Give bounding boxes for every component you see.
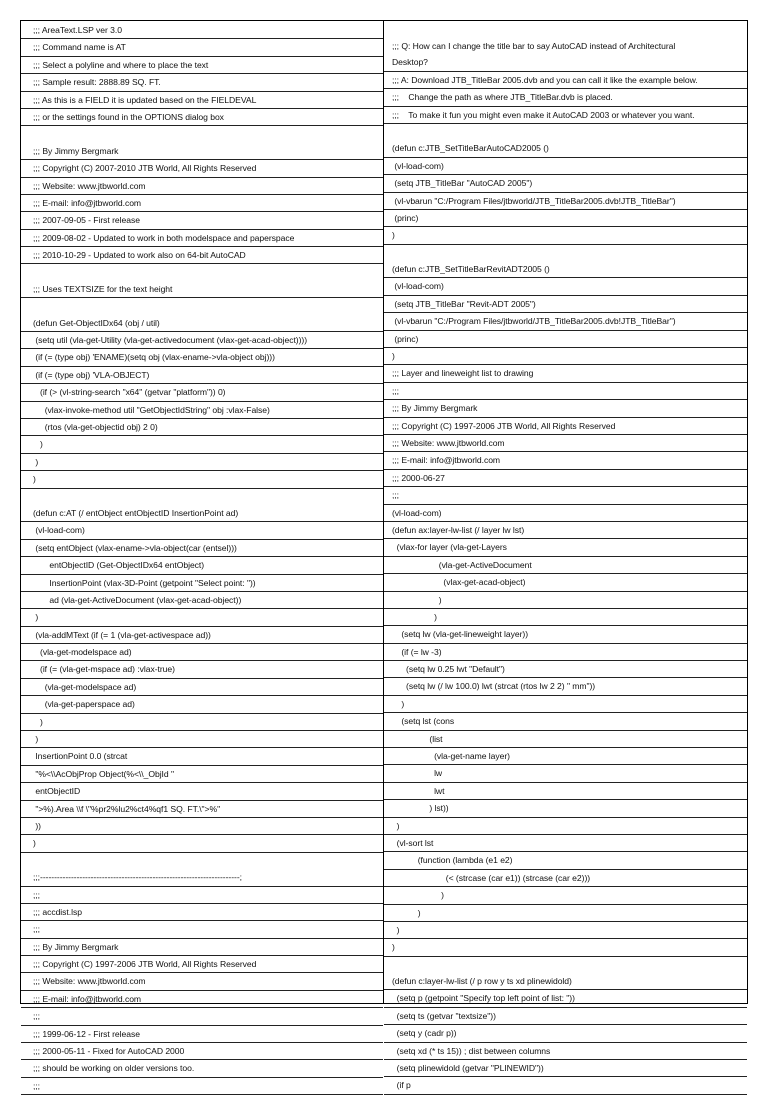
code-line: (vl-load-com) bbox=[384, 505, 747, 522]
code-line: (vlax-for layer (vla-get-Layers bbox=[384, 539, 747, 556]
code-line: (setq plinewidold (getvar "PLINEWID")) bbox=[384, 1060, 747, 1077]
code-line: ;;; Layer and lineweight list to drawing bbox=[384, 365, 747, 382]
code-line: (vl-load-com) bbox=[384, 158, 747, 175]
code-line: (vl-vbarun "C:/Program Files/jtbworld/JTB_TitleBar2005.dvb!JTB_TitleBar") bbox=[384, 193, 747, 210]
code-line: ;;; As this is a FIELD it is updated based on the FIELDEVAL bbox=[21, 92, 383, 109]
code-line: ;;; AreaText.LSP ver 3.0 bbox=[21, 22, 383, 39]
code-line bbox=[384, 245, 747, 261]
code-line: (vla-get-ActiveDocument bbox=[384, 557, 747, 574]
code-line: (vla-get-paperspace ad) bbox=[21, 696, 383, 713]
code-line: (vlax-get-acad-object) bbox=[384, 574, 747, 591]
code-line: (if (= (vla-get-mspace ad) :vlax-true) bbox=[21, 661, 383, 678]
code-line: ;;; or the settings found in the OPTIONS dialog box bbox=[21, 109, 383, 126]
code-line bbox=[384, 957, 747, 973]
code-line: ;;; bbox=[21, 887, 383, 904]
code-line: ">%).Area \\f \"%pr2%lu2%ct4%qf1 SQ. FT.\">%" bbox=[21, 801, 383, 818]
code-line: ;;; By Jimmy Bergmark bbox=[384, 400, 747, 417]
code-line bbox=[21, 126, 383, 142]
code-line: ;;; bbox=[384, 383, 747, 400]
code-line: ;;; 2007-09-05 - First release bbox=[21, 212, 383, 229]
code-line: ) bbox=[384, 609, 747, 626]
code-line: ;;; bbox=[21, 1078, 383, 1095]
code-line: ;;; E-mail: info@jtbworld.com bbox=[384, 452, 747, 469]
code-line: ) bbox=[384, 922, 747, 939]
code-line: ;;;-----------------------------------------------------------------------; bbox=[21, 869, 383, 886]
code-line: (if p bbox=[384, 1077, 747, 1094]
code-line: ;;; bbox=[21, 921, 383, 938]
code-line: ) bbox=[384, 818, 747, 835]
code-line: ;;; Website: www.jtbworld.com bbox=[384, 435, 747, 452]
document-page bbox=[20, 20, 748, 1091]
code-line: ad (vla-get-ActiveDocument (vlax-get-acad-object)) bbox=[21, 592, 383, 609]
code-line: ) bbox=[21, 436, 383, 453]
code-line: (function (lambda (e1 e2) bbox=[384, 852, 747, 869]
code-line: InsertionPoint 0.0 (strcat bbox=[21, 748, 383, 765]
code-line: entObjectID bbox=[21, 783, 383, 800]
code-line: lwt bbox=[384, 783, 747, 800]
code-line: ;;; Select a polyline and where to place the text bbox=[21, 57, 383, 74]
code-line bbox=[21, 298, 383, 314]
code-line: (setq lw (vla-get-lineweight layer)) bbox=[384, 626, 747, 643]
code-line: ) bbox=[21, 609, 383, 626]
code-line: (vla-addMText (if (= 1 (vla-get-activespace ad)) bbox=[21, 627, 383, 644]
code-line: (if (> (vl-string-search "x64" (getvar "platform")) 0) bbox=[21, 384, 383, 401]
code-line: ) bbox=[21, 835, 383, 852]
code-line: ) bbox=[384, 592, 747, 609]
code-line: (setq ts (getvar "textsize")) bbox=[384, 1008, 747, 1025]
code-line: ;;; bbox=[21, 1008, 383, 1025]
code-line: ) bbox=[21, 714, 383, 731]
code-line: ;;; By Jimmy Bergmark bbox=[21, 143, 383, 160]
code-line: ;;; E-mail: info@jtbworld.com bbox=[21, 195, 383, 212]
code-line: ;;; Command name is AT bbox=[21, 39, 383, 56]
code-line: ;;; 2000-05-11 - Fixed for AutoCAD 2000 bbox=[21, 1043, 383, 1060]
code-line: ) bbox=[384, 887, 747, 904]
code-line: ;;; Sample result: 2888.89 SQ. FT. bbox=[21, 74, 383, 91]
code-line: (defun ax:layer-lw-list (/ layer lw lst) bbox=[384, 522, 747, 539]
code-line: ) bbox=[21, 471, 383, 488]
code-line: ) bbox=[21, 731, 383, 748]
code-line: (setq xd (* ts 15)) ; dist between columns bbox=[384, 1043, 747, 1060]
code-line: "%<\\AcObjProp Object(%<\\_ObjId " bbox=[21, 766, 383, 783]
code-line: (vla-get-modelspace ad) bbox=[21, 644, 383, 661]
code-line: ;;; E-mail: info@jtbworld.com bbox=[21, 991, 383, 1008]
code-line: ;;; 1999-06-12 - First release bbox=[21, 1026, 383, 1043]
code-line: ) lst)) bbox=[384, 800, 747, 817]
code-line bbox=[21, 489, 383, 505]
code-line: (setq lw 0.25 lwt "Default") bbox=[384, 661, 747, 678]
code-line bbox=[384, 124, 747, 140]
code-line bbox=[21, 264, 383, 280]
code-line: ;;; Website: www.jtbworld.com bbox=[21, 178, 383, 195]
code-line: ;;; Website: www.jtbworld.com bbox=[21, 973, 383, 990]
code-line: (defun c:JTB_SetTitleBarRevitADT2005 () bbox=[384, 261, 747, 278]
right-code-column bbox=[384, 21, 747, 1091]
code-line: ;;; Copyright (C) 1997-2006 JTB World, All Rights Reserved bbox=[21, 956, 383, 973]
code-line: (list bbox=[384, 731, 747, 748]
code-line: (setq lst (cons bbox=[384, 713, 747, 730]
code-line bbox=[21, 853, 383, 869]
code-line: InsertionPoint (vlax-3D-Point (getpoint "Select point: ")) bbox=[21, 575, 383, 592]
code-line: (defun c:layer-lw-list (/ p row y ts xd plinewidold) bbox=[384, 973, 747, 990]
code-line: (vl-load-com) bbox=[384, 278, 747, 295]
code-line: (vl-load-com) bbox=[21, 522, 383, 539]
code-line: (rtos (vla-get-objectid obj) 2 0) bbox=[21, 419, 383, 436]
code-line: ;;; Copyright (C) 2007-2010 JTB World, All Rights Reserved bbox=[21, 160, 383, 177]
code-line: (vla-get-modelspace ad) bbox=[21, 679, 383, 696]
code-line: lw bbox=[384, 765, 747, 782]
code-line: entObjectID (Get-ObjectIDx64 entObject) bbox=[21, 557, 383, 574]
code-line: (setq p (getpoint "Specify top left point of list: ")) bbox=[384, 990, 747, 1007]
code-line: (< (strcase (car e1)) (strcase (car e2))) bbox=[384, 870, 747, 887]
code-line: ;;; A: Download JTB_TitleBar 2005.dvb and you can call it like the example below. bbox=[384, 72, 747, 89]
code-line: ;;; bbox=[384, 487, 747, 504]
code-line: (defun Get-ObjectIDx64 (obj / util) bbox=[21, 315, 383, 332]
code-line: (vl-sort lst bbox=[384, 835, 747, 852]
code-line: (setq lw (/ lw 100.0) lwt (strcat (rtos lw 2 2) " mm")) bbox=[384, 678, 747, 695]
code-line: ;;; accdist.lsp bbox=[21, 904, 383, 921]
code-line: (setq JTB_TitleBar "AutoCAD 2005") bbox=[384, 175, 747, 192]
code-line: (princ) bbox=[384, 210, 747, 227]
code-line: ;;; Change the path as where JTB_TitleBar.dvb is placed. bbox=[384, 89, 747, 106]
code-line: ;;; 2010-10-29 - Updated to work also on 64-bit AutoCAD bbox=[21, 247, 383, 264]
code-line: ;;; 2000-06-27 bbox=[384, 470, 747, 487]
code-line: (setq entObject (vlax-ename->vla-object(car (entsel))) bbox=[21, 540, 383, 557]
code-line: (if (= (type obj) 'ENAME)(setq obj (vlax-ename->vla-object obj))) bbox=[21, 349, 383, 366]
code-line: (setq y (cadr p)) bbox=[384, 1025, 747, 1042]
code-line: (princ) bbox=[384, 331, 747, 348]
code-line: (defun c:AT (/ entObject entObjectID InsertionPoint ad) bbox=[21, 505, 383, 522]
code-line: ) bbox=[384, 348, 747, 365]
code-line: ) bbox=[21, 454, 383, 471]
code-line: ;;; Uses TEXTSIZE for the text height bbox=[21, 281, 383, 298]
code-line: (setq JTB_TitleBar "Revit-ADT 2005") bbox=[384, 296, 747, 313]
code-line: (setq util (vla-get-Utility (vla-get-activedocument (vlax-get-acad-object)))) bbox=[21, 332, 383, 349]
code-line: (vl-vbarun "C:/Program Files/jtbworld/JTB_TitleBar2005.dvb!JTB_TitleBar") bbox=[384, 313, 747, 330]
code-line: )) bbox=[21, 818, 383, 835]
code-line: ;;; By Jimmy Bergmark bbox=[21, 939, 383, 956]
code-line: ;;; To make it fun you might even make it AutoCAD 2003 or whatever you want. bbox=[384, 107, 747, 124]
left-code-column bbox=[21, 21, 384, 1091]
code-line: ) bbox=[384, 696, 747, 713]
code-line: ;;; should be working on older versions too. bbox=[21, 1060, 383, 1077]
code-line: ;;; Copyright (C) 1997-2006 JTB World, All Rights Reserved bbox=[384, 418, 747, 435]
code-line: ) bbox=[384, 939, 747, 956]
code-line: ) bbox=[384, 227, 747, 244]
code-line: ) bbox=[384, 905, 747, 922]
code-line: (vlax-invoke-method util "GetObjectIdString" obj :vlax-False) bbox=[21, 402, 383, 419]
code-line: (if (= (type obj) 'VLA-OBJECT) bbox=[21, 367, 383, 384]
code-line: ;;; Q: How can I change the title bar to say AutoCAD instead of Architectural bbox=[392, 41, 676, 51]
code-line: ;;; 2009-08-02 - Updated to work in both modelspace and paperspace bbox=[21, 230, 383, 247]
code-line: (vla-get-name layer) bbox=[384, 748, 747, 765]
code-line: (defun c:JTB_SetTitleBarAutoCAD2005 () bbox=[384, 140, 747, 157]
code-line: Desktop? bbox=[384, 54, 747, 71]
code-line: (if (= lw -3) bbox=[384, 644, 747, 661]
